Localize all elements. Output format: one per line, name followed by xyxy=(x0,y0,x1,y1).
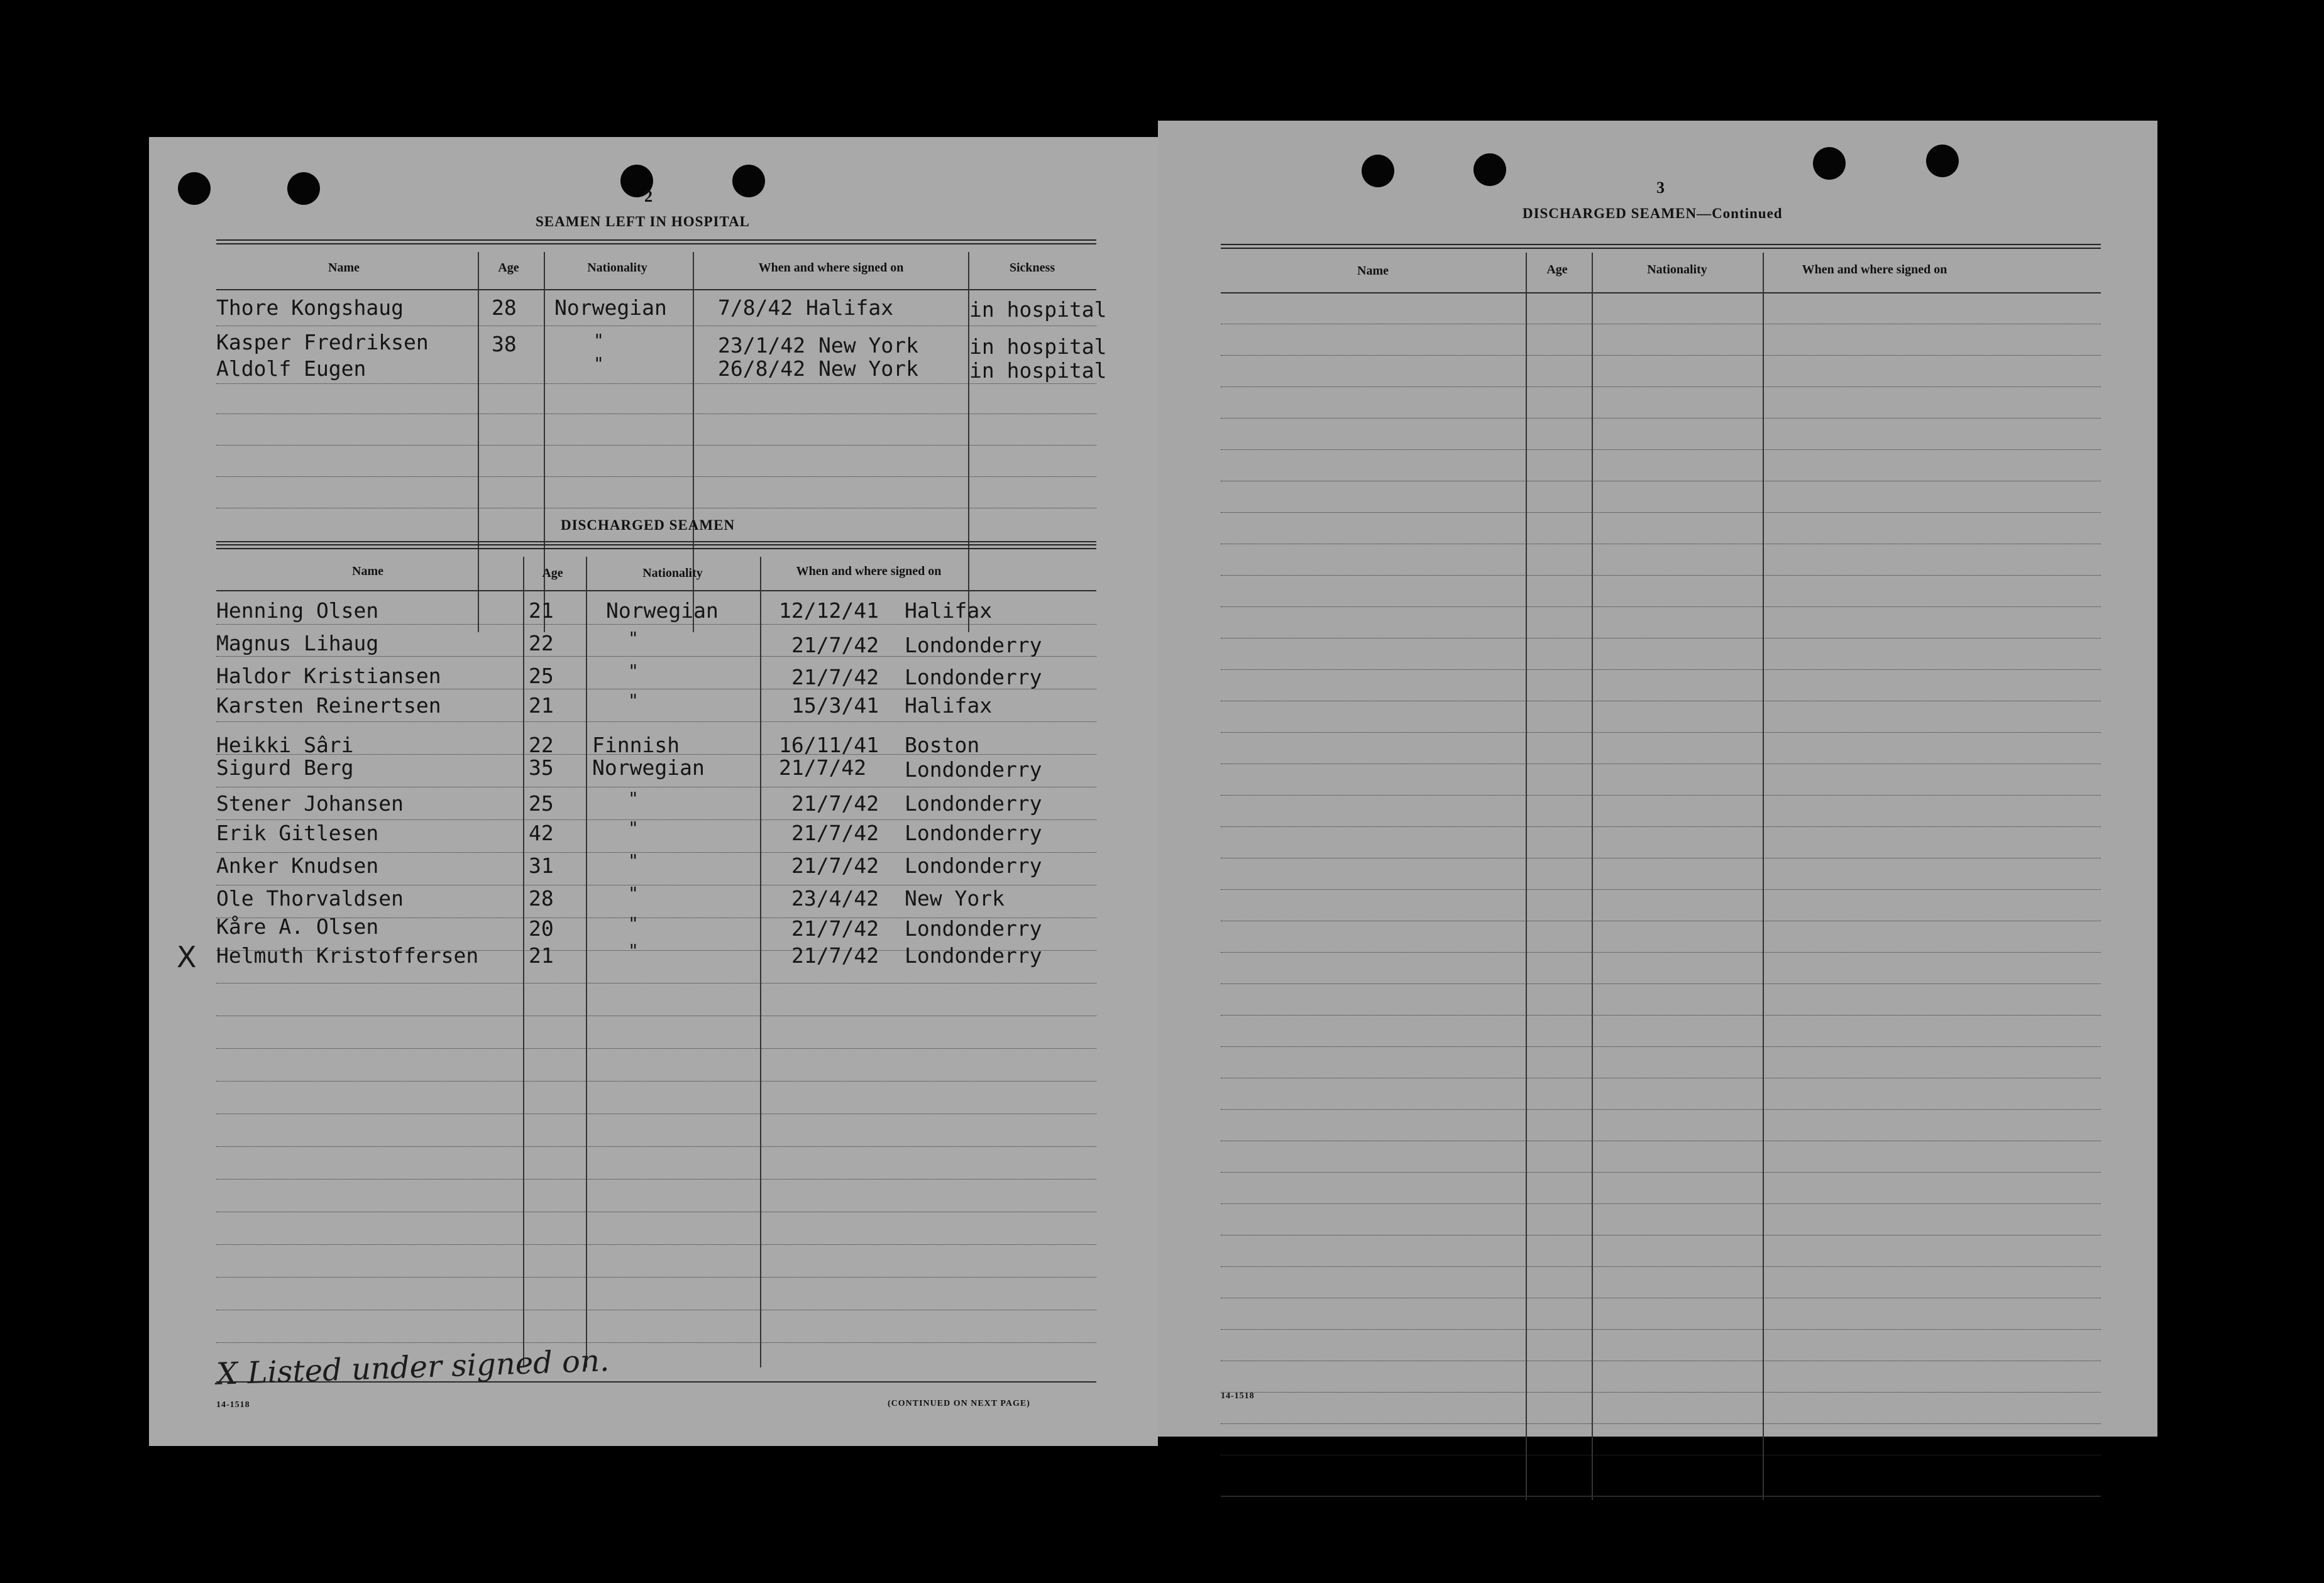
column-divider xyxy=(478,252,479,632)
col-header-nationality: Nationality xyxy=(587,261,647,275)
seaman-name: Ole Thorvaldsen xyxy=(216,886,404,911)
row-line xyxy=(1221,1392,2101,1393)
column-divider xyxy=(523,557,524,1367)
signed-on-date: 21/7/42 xyxy=(779,755,867,780)
seaman-name: Erik Gitlesen xyxy=(216,821,379,845)
seaman-nationality: " xyxy=(593,353,604,374)
seaman-name: Haldor Kristiansen xyxy=(216,664,441,688)
signed-on-place: Londonderry xyxy=(905,821,1042,845)
col-header-signed-on: When and where signed on xyxy=(796,564,942,578)
row-line xyxy=(216,1179,1096,1180)
signed-on-place: Londonderry xyxy=(905,853,1042,878)
column-divider xyxy=(1592,253,1593,1500)
row-line xyxy=(216,383,1096,384)
seaman-age: 38 xyxy=(492,332,517,356)
seaman-name: Henning Olsen xyxy=(216,598,379,623)
row-line xyxy=(1221,952,2101,953)
signed-on-date: 21/7/42 xyxy=(791,791,879,816)
row-line xyxy=(1221,1423,2101,1424)
row-line xyxy=(1221,732,2101,733)
seaman-age: 22 xyxy=(529,631,554,655)
signed-on-date: 7/8/42 xyxy=(718,295,793,320)
seaman-age: 25 xyxy=(529,791,554,816)
row-line xyxy=(216,1081,1096,1082)
punch-hole xyxy=(1473,153,1506,186)
signed-on-date: 21/7/42 xyxy=(791,916,879,941)
signed-on-place: New York xyxy=(905,886,1005,911)
row-line xyxy=(1221,1172,2101,1173)
row-line xyxy=(216,852,1096,853)
signed-on-place: Londonderry xyxy=(905,757,1042,782)
punch-hole xyxy=(732,165,765,197)
row-line xyxy=(1221,418,2101,419)
seaman-nationality: " xyxy=(628,940,639,961)
right-page xyxy=(1158,121,2157,1437)
discharged-section-title: DISCHARGED SEAMEN xyxy=(561,517,735,533)
seaman-nationality: " xyxy=(628,883,639,904)
seaman-age: 21 xyxy=(529,943,554,968)
signed-on-place: Londonderry xyxy=(905,791,1042,816)
continued-note: (CONTINUED ON NEXT PAGE) xyxy=(888,1399,1030,1408)
seaman-name: Kasper Fredriksen xyxy=(216,330,429,354)
rule xyxy=(216,289,1096,290)
signed-on-date: 21/7/42 xyxy=(791,943,879,968)
col-header-age: Age xyxy=(498,261,519,275)
seaman-name: Aldolf Eugen xyxy=(216,356,366,381)
row-line xyxy=(216,1244,1096,1245)
punch-hole xyxy=(1813,147,1846,180)
seaman-nationality: Norwegian xyxy=(554,295,667,320)
signed-on-place: New York xyxy=(818,333,918,358)
column-divider xyxy=(760,557,761,1367)
col-header-name: Name xyxy=(328,261,360,275)
row-line xyxy=(1221,606,2101,607)
signed-on-place: Londonderry xyxy=(905,916,1042,941)
signed-on-date: 15/3/41 xyxy=(791,693,879,718)
seaman-nationality: Finnish xyxy=(592,733,680,757)
punch-hole xyxy=(1362,155,1394,187)
sickness: in hospital xyxy=(969,297,1107,322)
rule xyxy=(216,590,1096,591)
signed-on-place: Londonderry xyxy=(905,943,1042,968)
col-header-name: Name xyxy=(1357,264,1389,278)
row-line xyxy=(216,1146,1096,1147)
seaman-age: 28 xyxy=(492,295,517,320)
signed-on-date: 21/7/42 xyxy=(791,665,879,689)
handwritten-note: X Listed under signed on. xyxy=(216,1343,610,1392)
seaman-nationality: " xyxy=(628,913,639,934)
continued-section-title: DISCHARGED SEAMEN—Continued xyxy=(1523,205,1783,221)
row-line xyxy=(1221,449,2101,450)
seaman-name: Thore Kongshaug xyxy=(216,295,404,320)
punch-hole xyxy=(178,172,211,205)
row-line xyxy=(216,721,1096,722)
seaman-name: Karsten Reinertsen xyxy=(216,693,441,718)
col-header-name: Name xyxy=(352,564,383,578)
row-line xyxy=(1221,1109,2101,1110)
signed-on-date: 12/12/41 xyxy=(779,598,879,623)
signed-on-date: 21/7/42 xyxy=(791,821,879,845)
signed-on-date: 21/7/42 xyxy=(791,633,879,657)
seaman-name: Sigurd Berg xyxy=(216,755,354,780)
col-header-age: Age xyxy=(1546,263,1568,277)
left-page xyxy=(149,137,1158,1446)
seaman-age: 22 xyxy=(529,733,554,757)
row-line xyxy=(1221,575,2101,576)
col-header-signed-on: When and where signed on xyxy=(758,261,904,275)
row-line xyxy=(216,819,1096,820)
signed-on-place: Halifax xyxy=(905,693,993,718)
col-header-signed-on: When and where signed on xyxy=(1802,263,1947,277)
sickness: in hospital xyxy=(969,334,1107,359)
form-number: 14-1518 xyxy=(216,1400,250,1410)
row-line xyxy=(1221,1046,2101,1047)
sickness: in hospital xyxy=(969,358,1107,383)
punch-hole xyxy=(287,172,320,205)
rule xyxy=(216,239,1096,244)
seaman-nationality: " xyxy=(628,818,639,838)
seaman-name: Stener Johansen xyxy=(216,791,404,816)
row-line xyxy=(216,476,1096,477)
page-number: 3 xyxy=(1656,178,1665,197)
row-line xyxy=(216,1277,1096,1278)
form-number: 14-1518 xyxy=(1221,1391,1255,1401)
signed-on-date: 26/8/42 xyxy=(718,356,806,381)
seaman-nationality: " xyxy=(593,330,604,351)
rule xyxy=(1221,1496,2101,1497)
seaman-age: 28 xyxy=(529,886,554,911)
row-line xyxy=(1221,669,2101,670)
row-line xyxy=(216,1048,1096,1049)
row-line xyxy=(1221,795,2101,796)
punch-hole xyxy=(1926,145,1959,177)
seaman-name: Kåre A. Olsen xyxy=(216,914,379,939)
seaman-name: Magnus Lihaug xyxy=(216,631,379,655)
rule xyxy=(216,541,1096,542)
col-header-sickness: Sickness xyxy=(1009,261,1055,275)
column-divider xyxy=(1763,253,1764,1500)
row-line xyxy=(216,624,1096,625)
seaman-age: 25 xyxy=(529,664,554,688)
seaman-age: 31 xyxy=(529,853,554,878)
seaman-nationality: Norwegian xyxy=(592,755,705,780)
signed-on-place: Boston xyxy=(905,733,980,757)
rule xyxy=(1221,244,2101,249)
row-line xyxy=(1221,1015,2101,1016)
row-line xyxy=(1221,889,2101,890)
seaman-nationality: Norwegian xyxy=(606,598,719,623)
signed-on-date: 23/4/42 xyxy=(791,886,879,911)
col-header-age: Age xyxy=(542,566,563,580)
row-line xyxy=(1221,1203,2101,1204)
signed-on-date: 23/1/42 xyxy=(718,333,806,358)
page-number: 2 xyxy=(644,187,653,205)
rule xyxy=(216,544,1096,549)
signed-on-place: Halifax xyxy=(905,598,993,623)
row-line xyxy=(216,1342,1096,1343)
seaman-name: Helmuth Kristoffersen xyxy=(216,943,479,968)
row-line xyxy=(1221,1266,2101,1267)
row-line xyxy=(1221,983,2101,984)
seaman-nationality: " xyxy=(628,850,639,871)
seaman-nationality: " xyxy=(628,628,639,649)
hospital-section-title: SEAMEN LEFT IN HOSPITAL xyxy=(536,214,751,229)
column-divider xyxy=(586,557,587,1367)
seaman-age: 21 xyxy=(529,693,554,718)
row-line xyxy=(216,445,1096,446)
signed-on-place: Londonderry xyxy=(905,665,1042,689)
seaman-age: 20 xyxy=(529,916,554,941)
col-header-nationality: Nationality xyxy=(642,566,703,580)
row-line xyxy=(1221,386,2101,387)
signed-on-place: Halifax xyxy=(806,295,894,320)
margin-x-mark: X xyxy=(177,940,197,974)
seaman-nationality: " xyxy=(628,788,639,809)
seaman-age: 21 xyxy=(529,598,554,623)
col-header-nationality: Nationality xyxy=(1647,263,1707,277)
seaman-name: Anker Knudsen xyxy=(216,853,379,878)
signed-on-place: Londonderry xyxy=(905,633,1042,657)
signed-on-date: 21/7/42 xyxy=(791,853,879,878)
seaman-age: 35 xyxy=(529,755,554,780)
row-line xyxy=(1221,1329,2101,1330)
rule xyxy=(1221,292,2101,293)
seaman-age: 42 xyxy=(529,821,554,845)
row-line xyxy=(1221,355,2101,356)
row-line xyxy=(1221,512,2101,513)
seaman-name: Heikki Sâri xyxy=(216,733,354,757)
seaman-nationality: " xyxy=(628,660,639,681)
seaman-nationality: " xyxy=(628,690,639,711)
row-line xyxy=(1221,826,2101,827)
signed-on-date: 16/11/41 xyxy=(779,733,879,757)
signed-on-place: New York xyxy=(818,356,918,381)
column-divider xyxy=(1526,253,1527,1500)
